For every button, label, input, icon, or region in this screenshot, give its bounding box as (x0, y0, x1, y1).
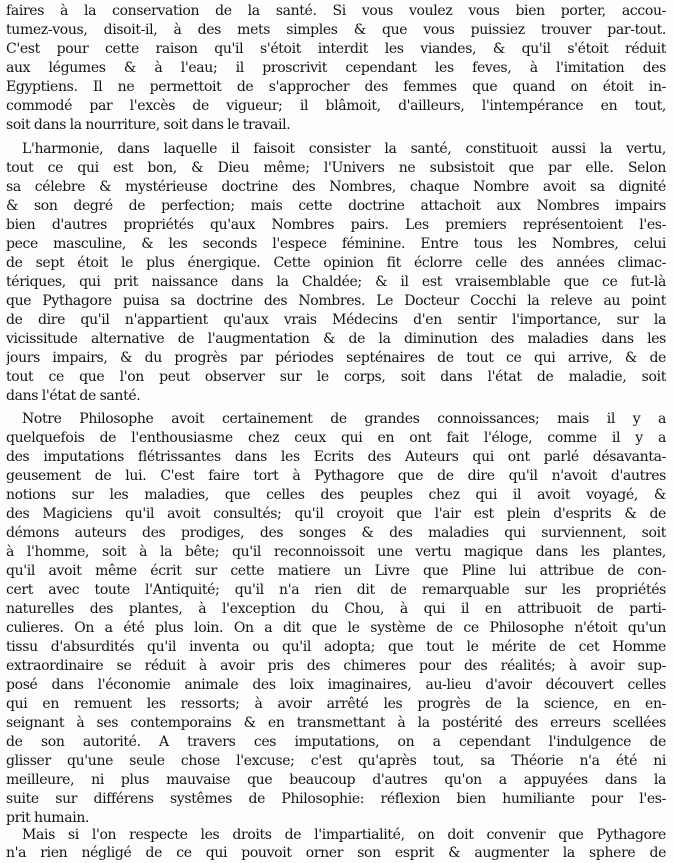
text-line: tériques, qui prit naissance dans la Chaldée; & il est vraisemblable que ce fut-là (6, 274, 666, 290)
text-line: cert avec toute l'Antiquité; qu'il n'a rien dit de remarquable sur les propriétés (6, 582, 666, 598)
text-line: seignant à ses contemporains & en transmettant à la postérité des erreurs scellées (6, 715, 666, 731)
text-line: & son degré de perfection; mais cette doctrine attachoit aux Nombres impairs (6, 198, 666, 214)
text-line: suite sur différens systêmes de Philosophie: réflexion bien humiliante pour l'es- (6, 791, 666, 807)
text-line: naturelles des plantes, à l'exception du Chou, à qui il en attribuoit de parti- (6, 601, 666, 617)
text-line: pece masculine, & les seconds l'espece féminine. Entre tous les Nombres, celui (6, 236, 666, 252)
text-line: n'a rien négligé de ce qui pouvoit orner son esprit & augmenter la sphere de (6, 845, 666, 861)
text-line: jours impairs, & du progrès par périodes septénaires de tout ce qui arrive, & de (6, 350, 666, 366)
text-line: Notre Philosophe avoit certainement de grandes connoissances; mais il y a (22, 411, 666, 427)
text-line: tout ce qui est bon, & Dieu même; l'Univers ne subsistoit que par elle. Selon (6, 160, 666, 176)
text-line: de son autorité. A travers ces imputations, on a cependant l'indulgence de (6, 734, 666, 750)
text-line: à l'homme, soit à la bête; qu'il reconnoissoit une vertu magique dans les plantes, (6, 544, 666, 560)
text-line: extraordinaire se réduit à avoir pris des chimeres pour des réalités; à avoir sup- (6, 658, 666, 674)
text-line: démons auteurs des prodiges, des songes & des maladies qui surviennent, soit (6, 525, 666, 541)
text-line: aux légumes & à l'eau; il proscrivit cependant les feves, à l'imitation des (6, 60, 666, 76)
text-line: commodé par l'excès de vigueur; il blâmoit, d'ailleurs, l'intempérance en tout, (6, 98, 666, 114)
text-line: de dire qu'il n'appartient qu'aux vrais Médecins d'en sentir l'importance, sur la (6, 312, 666, 328)
text-line: de sept étoit le plus énergique. Cette opinion fit éclorre celle des années climac- (6, 255, 666, 271)
text-line: tumez-vous, disoit-il, à des mets simples & que vous puissiez trouver par-tout. (6, 22, 666, 38)
text-line: quelquefois de l'enthousiasme chez ceux qui en ont fait l'éloge, comme il y a (6, 430, 666, 446)
text-line: qui en remuent les ressorts; à avoir arrêté les progrès de la science, en en- (6, 696, 666, 712)
text-line: tout ce que l'on peut observer sur le corps, soit dans l'état de maladie, soit (6, 369, 666, 385)
text-line: sa célebre & mystérieuse doctrine des Nombres, chaque Nombre avoit sa dignité (6, 179, 666, 195)
text-line: geusement de lui. C'est faire tort à Pythagore que de dire qu'il n'avoit d'autres (6, 468, 666, 484)
text-line: notions sur les maladies, que celles des peuples chez qui il avoit voyagé, & (6, 487, 666, 503)
text-line: glisser qu'une seule chose l'excuse; c'est qu'après tout, sa Théorie n'a été ni (6, 753, 666, 769)
text-line: soit dans la nourriture, soit dans le travail. (6, 117, 291, 133)
text-line: dans l'état de santé. (6, 388, 141, 404)
text-line: qu'il avoit même écrit sur cette matiere un Livre que Pline lui attribue de con- (6, 563, 666, 579)
text-line: meilleure, ni plus mauvaise que beaucoup d'autres qu'on a appuyées dans la (6, 772, 666, 788)
text-line: des Magiciens qu'il avoit consultés; qu'il croyoit que l'air est plein d'esprits & de (6, 506, 666, 522)
text-line: posé dans l'économie animale des loix imaginaires, au-lieu d'avoir découvert celles (6, 677, 666, 693)
text-line: bien d'autres propriétés qu'aux Nombres pairs. Les premiers représentoient l'es- (6, 217, 666, 233)
text-line: des imputations flétrissantes dans les Ecrits des Auteurs qui ont parlé désavanta- (6, 449, 666, 465)
text-line: culieres. On a été plus loin. On a dit que le système de ce Philosophe n'étoit qu'un (6, 620, 666, 636)
text-line: Egyptiens. Il ne permettoit de s'approcher des femmes que quand on étoit in- (6, 79, 666, 95)
text-line: L'harmonie, dans laquelle il faisoit consister la santé, constituoit aussi la vertu, (22, 141, 666, 157)
text-line: prit humain. (6, 810, 90, 826)
text-line: C'est pour cette raison qu'il s'étoit interdit les viandes, & qu'il s'étoit réduit (6, 41, 666, 57)
text-line: tissu d'absurdités qu'il inventa ou qu'il adopta; que tout le mérite de cet Homme (6, 639, 666, 655)
text-line: faires à la conservation de la santé. Si vous voulez vous bien porter, accou- (6, 3, 666, 19)
text-line: Mais si l'on respecte les droits de l'impartialité, on doit convenir que Pythagore (22, 827, 666, 843)
text-line: vicissitude alternative de l'augmentation & de la diminution des maladies dans les (6, 331, 666, 347)
text-line: que Pythagore puisa sa doctrine des Nombres. Le Docteur Cocchi la releve au point (6, 293, 666, 309)
